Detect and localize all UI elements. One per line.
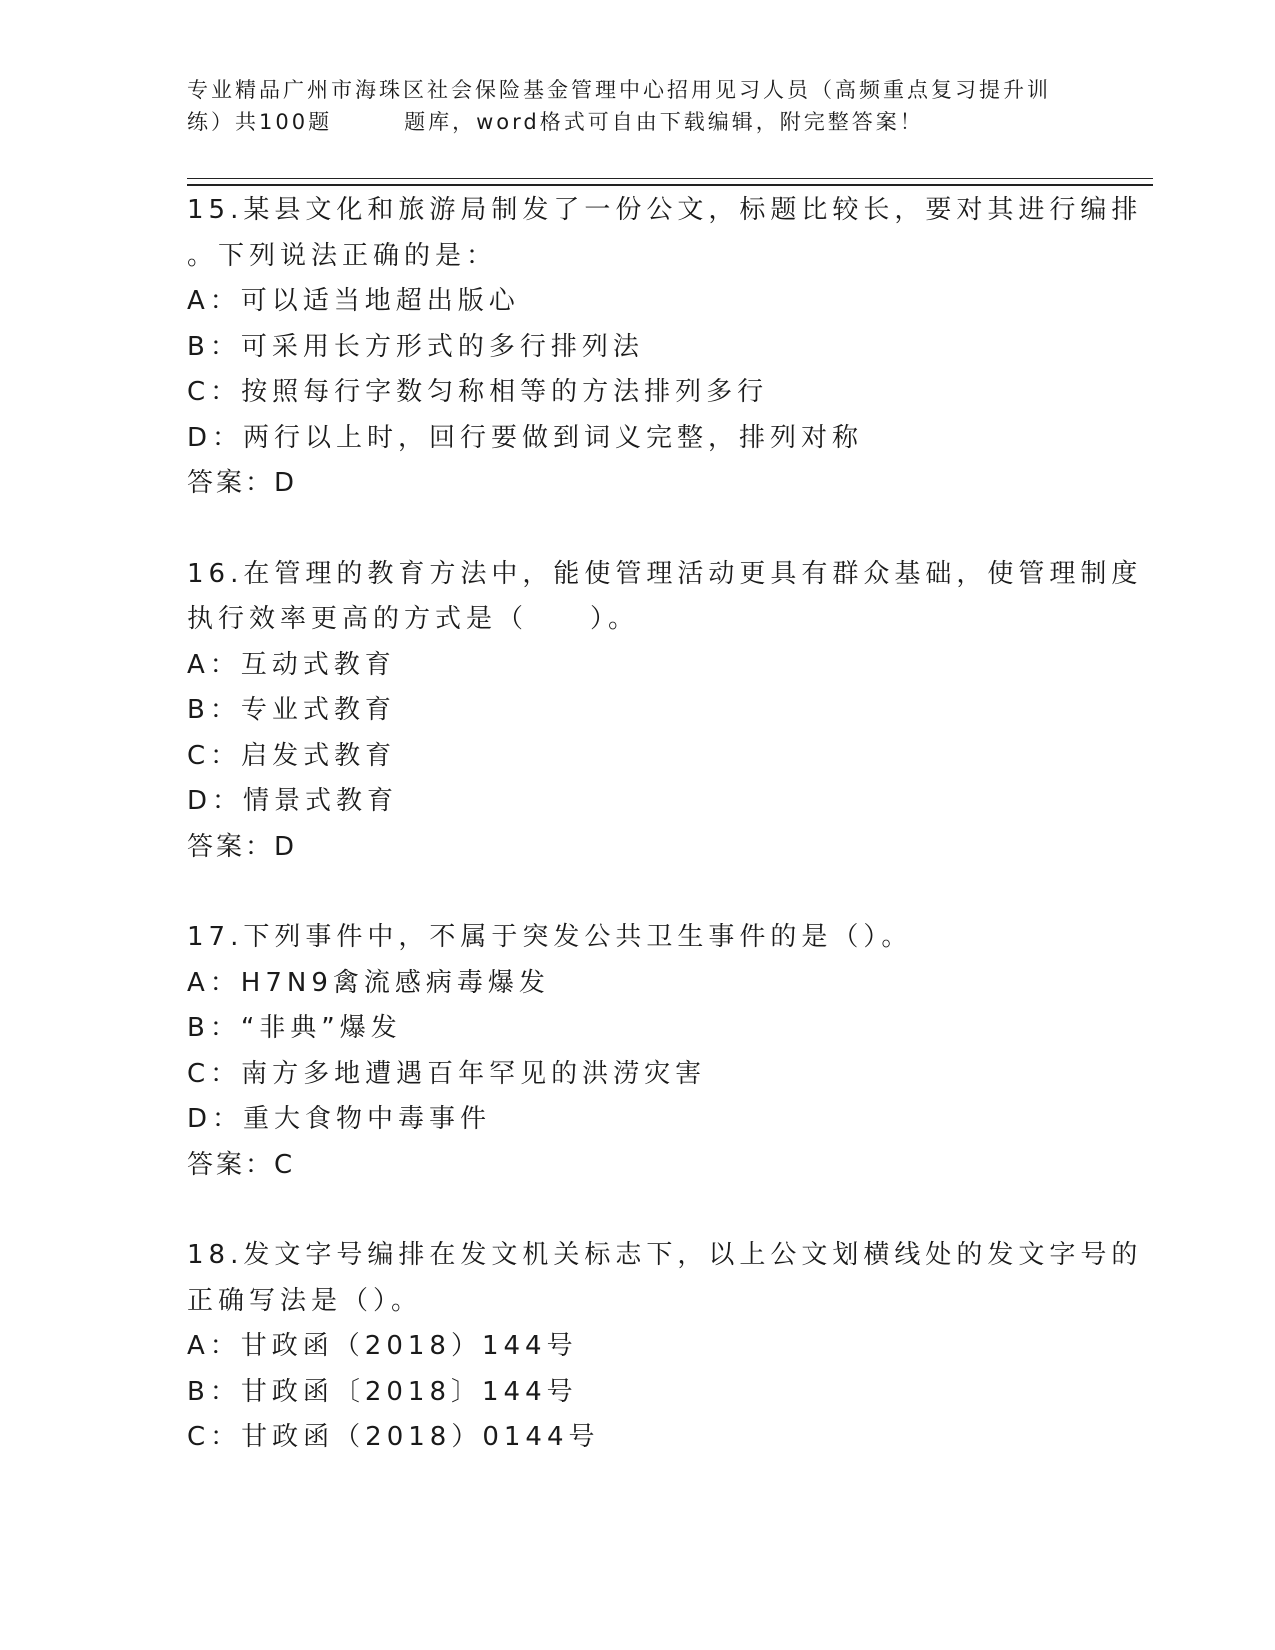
answer-value: D — [274, 468, 296, 498]
question-stem-line: 17.下列事件中，不属于突发公共卫生事件的是（）。 — [187, 922, 913, 952]
answer-value: D — [274, 831, 296, 862]
question-list — [187, 188, 1143, 1506]
question-stem-line: 正确写法是（）。 — [187, 1285, 423, 1316]
answer-line — [187, 1143, 1087, 1189]
option-b: B：专业式教育 — [187, 695, 396, 725]
option-d: D：两行以上时，回行要做到词义完整，排列对称 — [187, 422, 864, 453]
header-divider — [187, 178, 1153, 186]
option-a: A：可以适当地超出版心 — [187, 286, 520, 316]
question-stem-line: 16.在管理的教育方法中，能使管理活动更具有群众基础，使管理制度 — [187, 558, 1143, 589]
answer-label: 答案： — [187, 468, 275, 498]
option-c: C：启发式教育 — [187, 740, 397, 771]
question-16 — [187, 552, 1143, 871]
option-a: A：甘政函（2018）144号 — [187, 1331, 578, 1361]
answer-line — [187, 461, 1087, 507]
question-18 — [187, 1233, 1143, 1461]
header-title-line-1: 专业精品广州市海珠区社会保险基金管理中心招用见习人员（高频重点复习提升训 — [187, 78, 1051, 102]
question-15 — [187, 188, 1143, 507]
answer-label: 答案： — [187, 831, 275, 862]
question-stem-line: 。下列说法正确的是： — [187, 240, 498, 271]
option-b: B：可采用长方形式的多行排列法 — [187, 331, 644, 362]
answer-label: 答案： — [187, 1149, 275, 1180]
answer-line — [187, 825, 1087, 871]
question-17 — [187, 915, 1087, 1188]
option-c: C：甘政函（2018）0144号 — [187, 1422, 600, 1452]
option-c: C：按照每行字数匀称相等的方法排列多行 — [187, 377, 769, 407]
header-title-line-2: 练）共100题 题库，word格式可自由下载编辑，附完整答案！ — [187, 110, 924, 134]
option-a: A：互动式教育 — [187, 649, 396, 680]
answer-value: C — [274, 1149, 294, 1180]
question-stem-line: 18.发文字号编排在发文机关标志下，以上公文划横线处的发文字号的 — [187, 1240, 1143, 1270]
option-c: C：南方多地遭遇百年罕见的洪涝灾害 — [187, 1058, 707, 1089]
option-b: B：甘政函〔2018〕144号 — [187, 1376, 578, 1407]
option-d: D：重大食物中毒事件 — [187, 1104, 492, 1134]
option-d: D：情景式教育 — [187, 786, 399, 816]
question-stem-line: 15.某县文化和旅游局制发了一份公文，标题比较长，要对其进行编排 — [187, 195, 1143, 225]
option-b: B：“非典”爆发 — [187, 1013, 402, 1043]
option-a: A：H7N9禽流感病毒爆发 — [187, 967, 550, 998]
question-stem-line: 执行效率更高的方式是（ ）。 — [187, 604, 640, 634]
document-header — [187, 74, 1087, 138]
